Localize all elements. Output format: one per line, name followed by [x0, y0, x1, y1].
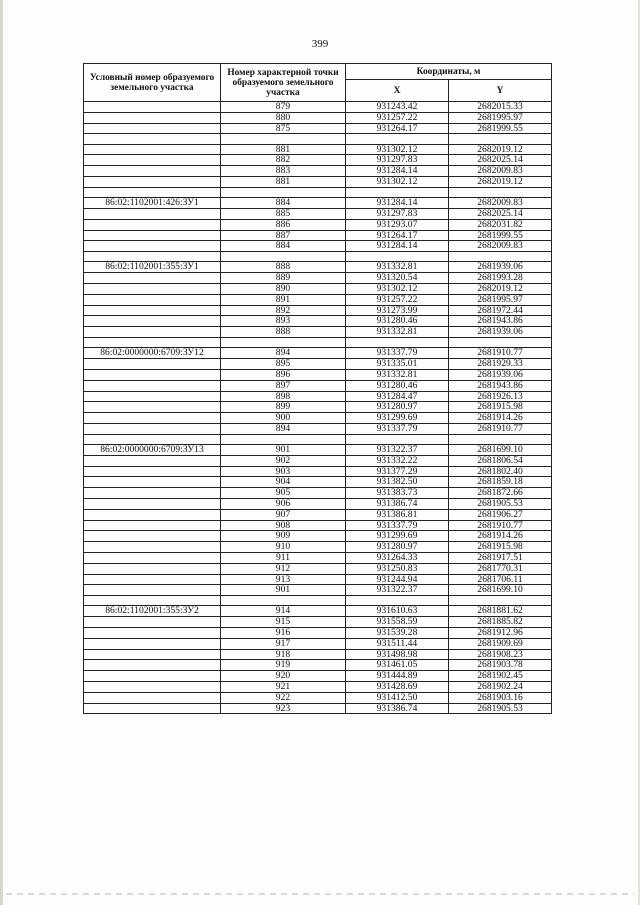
x-coordinate-cell: 931335.01	[346, 359, 449, 370]
table-row	[84, 391, 552, 402]
table-row	[84, 617, 552, 628]
parcel-cell	[84, 338, 221, 348]
parcel-cell: 86:02:0000000:6709:ЗУ13	[84, 445, 221, 456]
table-row	[84, 692, 552, 703]
point-number-cell: 883	[221, 166, 346, 177]
x-coordinate-cell: 931511.44	[346, 638, 449, 649]
parcel-cell	[84, 187, 221, 197]
table-row	[84, 682, 552, 693]
point-number-cell: 881	[221, 144, 346, 155]
point-number-cell	[221, 338, 346, 348]
parcel-cell	[84, 219, 221, 230]
parcel-cell	[84, 649, 221, 660]
point-number-cell: 911	[221, 552, 346, 563]
parcel-cell	[84, 477, 221, 488]
y-coordinate-cell: 2681905.53	[449, 703, 552, 714]
y-coordinate-cell: 2681903.78	[449, 660, 552, 671]
x-coordinate-cell: 931461.05	[346, 660, 449, 671]
table-row	[84, 509, 552, 520]
point-number-cell: 894	[221, 423, 346, 434]
y-coordinate-cell: 2682025.14	[449, 155, 552, 166]
point-number-cell	[221, 134, 346, 144]
x-coordinate-cell: 931337.79	[346, 423, 449, 434]
x-coordinate-cell: 931322.37	[346, 445, 449, 456]
parcel-cell	[84, 628, 221, 639]
point-number-cell: 885	[221, 208, 346, 219]
y-coordinate-cell: 2681914.26	[449, 413, 552, 424]
x-coordinate-cell: 931280.46	[346, 316, 449, 327]
x-coordinate-cell: 931386.74	[346, 498, 449, 509]
parcel-cell	[84, 423, 221, 434]
x-coordinate-cell: 931337.79	[346, 348, 449, 359]
point-number-cell: 896	[221, 369, 346, 380]
y-coordinate-cell	[449, 434, 552, 444]
point-number-cell: 907	[221, 509, 346, 520]
header-parcel: Условный номер образуемого земельного участка	[84, 64, 221, 102]
y-coordinate-cell: 2682009.83	[449, 241, 552, 252]
parcel-cell	[84, 574, 221, 585]
x-coordinate-cell: 931302.12	[346, 144, 449, 155]
y-coordinate-cell	[449, 252, 552, 262]
y-coordinate-cell: 2682009.83	[449, 166, 552, 177]
table-row	[84, 423, 552, 434]
point-number-cell: 875	[221, 123, 346, 134]
parcel-cell	[84, 671, 221, 682]
y-coordinate-cell: 2681885.82	[449, 617, 552, 628]
parcel-cell	[84, 316, 221, 327]
y-coordinate-cell: 2682009.83	[449, 198, 552, 209]
point-number-cell: 901	[221, 585, 346, 596]
y-coordinate-cell: 2681910.77	[449, 348, 552, 359]
x-coordinate-cell: 931382.50	[346, 477, 449, 488]
table-row	[84, 327, 552, 338]
coordinates-body	[84, 102, 552, 714]
y-coordinate-cell: 2681939.06	[449, 369, 552, 380]
x-coordinate-cell: 931539.28	[346, 628, 449, 639]
parcel-cell	[84, 660, 221, 671]
table-row	[84, 369, 552, 380]
y-coordinate-cell: 2681926.13	[449, 391, 552, 402]
y-coordinate-cell: 2681910.77	[449, 423, 552, 434]
parcel-cell	[84, 155, 221, 166]
y-coordinate-cell: 2681999.55	[449, 123, 552, 134]
table-row	[84, 252, 552, 262]
table-row	[84, 144, 552, 155]
header-point: Номер характерной точки образуемого земельного участка	[221, 64, 346, 102]
x-coordinate-cell: 931332.81	[346, 262, 449, 273]
y-coordinate-cell: 2681872.66	[449, 488, 552, 499]
table-row	[84, 273, 552, 284]
y-coordinate-cell: 2682025.14	[449, 208, 552, 219]
table-row	[84, 488, 552, 499]
point-number-cell: 902	[221, 455, 346, 466]
table-row	[84, 498, 552, 509]
x-coordinate-cell: 931264.17	[346, 230, 449, 241]
parcel-cell: 86:02:1102001:355:ЗУ2	[84, 606, 221, 617]
y-coordinate-cell: 2681906.27	[449, 509, 552, 520]
parcel-cell	[84, 144, 221, 155]
header-x: X	[346, 80, 449, 102]
parcel-cell	[84, 692, 221, 703]
y-coordinate-cell: 2681993.28	[449, 273, 552, 284]
x-coordinate-cell	[346, 187, 449, 197]
y-coordinate-cell: 2681802.40	[449, 466, 552, 477]
y-coordinate-cell: 2681699.10	[449, 585, 552, 596]
point-number-cell: 904	[221, 477, 346, 488]
table-row	[84, 380, 552, 391]
x-coordinate-cell: 931280.46	[346, 380, 449, 391]
point-number-cell: 895	[221, 359, 346, 370]
table-row	[84, 542, 552, 553]
y-coordinate-cell: 2682019.12	[449, 284, 552, 295]
y-coordinate-cell: 2681881.62	[449, 606, 552, 617]
x-coordinate-cell: 931280.97	[346, 402, 449, 413]
x-coordinate-cell: 931250.83	[346, 563, 449, 574]
x-coordinate-cell: 931377.29	[346, 466, 449, 477]
table-row	[84, 177, 552, 188]
table-row	[84, 531, 552, 542]
point-number-cell: 886	[221, 219, 346, 230]
point-number-cell	[221, 187, 346, 197]
parcel-cell	[84, 273, 221, 284]
point-number-cell: 903	[221, 466, 346, 477]
table-row	[84, 208, 552, 219]
x-coordinate-cell	[346, 434, 449, 444]
table-row	[84, 413, 552, 424]
y-coordinate-cell: 2681914.26	[449, 531, 552, 542]
table-row	[84, 305, 552, 316]
table-row	[84, 466, 552, 477]
y-coordinate-cell: 2681995.97	[449, 294, 552, 305]
table-row	[84, 348, 552, 359]
parcel-cell	[84, 596, 221, 606]
parcel-cell	[84, 230, 221, 241]
x-coordinate-cell: 931302.12	[346, 177, 449, 188]
parcel-cell	[84, 617, 221, 628]
table-row	[84, 606, 552, 617]
x-coordinate-cell: 931320.54	[346, 273, 449, 284]
y-coordinate-cell: 2681902.45	[449, 671, 552, 682]
point-number-cell: 908	[221, 520, 346, 531]
point-number-cell: 893	[221, 316, 346, 327]
coordinates-table	[83, 63, 552, 714]
point-number-cell: 899	[221, 402, 346, 413]
table-row	[84, 585, 552, 596]
x-coordinate-cell: 931386.81	[346, 509, 449, 520]
table-row	[84, 552, 552, 563]
parcel-cell	[84, 208, 221, 219]
x-coordinate-cell	[346, 252, 449, 262]
y-coordinate-cell: 2681999.55	[449, 230, 552, 241]
y-coordinate-cell: 2681995.97	[449, 112, 552, 123]
y-coordinate-cell: 2681908.23	[449, 649, 552, 660]
x-coordinate-cell: 931299.69	[346, 413, 449, 424]
point-number-cell: 884	[221, 241, 346, 252]
x-coordinate-cell: 931428.69	[346, 682, 449, 693]
y-coordinate-cell	[449, 187, 552, 197]
parcel-cell: 86:02:0000000:6709:ЗУ12	[84, 348, 221, 359]
y-coordinate-cell: 2681706.11	[449, 574, 552, 585]
parcel-cell	[84, 466, 221, 477]
y-coordinate-cell: 2681912.96	[449, 628, 552, 639]
x-coordinate-cell: 931558.59	[346, 617, 449, 628]
point-number-cell	[221, 434, 346, 444]
table-row	[84, 596, 552, 606]
table-row	[84, 402, 552, 413]
y-coordinate-cell: 2681972.44	[449, 305, 552, 316]
parcel-cell	[84, 413, 221, 424]
parcel-cell	[84, 434, 221, 444]
point-number-cell: 879	[221, 102, 346, 113]
point-number-cell: 915	[221, 617, 346, 628]
x-coordinate-cell: 931383.73	[346, 488, 449, 499]
x-coordinate-cell: 931284.14	[346, 166, 449, 177]
table-row	[84, 563, 552, 574]
x-coordinate-cell: 931332.81	[346, 327, 449, 338]
header-y: Y	[449, 80, 552, 102]
point-number-cell: 888	[221, 262, 346, 273]
header-coordinates: Координаты, м	[346, 64, 552, 80]
parcel-cell	[84, 327, 221, 338]
parcel-cell	[84, 380, 221, 391]
x-coordinate-cell: 931322.37	[346, 585, 449, 596]
point-number-cell: 897	[221, 380, 346, 391]
x-coordinate-cell: 931332.22	[346, 455, 449, 466]
table-row	[84, 574, 552, 585]
point-number-cell: 880	[221, 112, 346, 123]
x-coordinate-cell: 931412.50	[346, 692, 449, 703]
point-number-cell	[221, 596, 346, 606]
parcel-cell	[84, 391, 221, 402]
parcel-cell	[84, 284, 221, 295]
y-coordinate-cell: 2681939.06	[449, 327, 552, 338]
y-coordinate-cell: 2681939.06	[449, 262, 552, 273]
point-number-cell: 881	[221, 177, 346, 188]
table-row	[84, 294, 552, 305]
x-coordinate-cell: 931284.14	[346, 241, 449, 252]
table-row	[84, 455, 552, 466]
table-row	[84, 671, 552, 682]
parcel-cell	[84, 294, 221, 305]
table-row	[84, 230, 552, 241]
x-coordinate-cell	[346, 338, 449, 348]
point-number-cell: 913	[221, 574, 346, 585]
x-coordinate-cell: 931264.17	[346, 123, 449, 134]
table-row	[84, 284, 552, 295]
table-row	[84, 155, 552, 166]
point-number-cell: 900	[221, 413, 346, 424]
point-number-cell: 922	[221, 692, 346, 703]
y-coordinate-cell: 2681903.16	[449, 692, 552, 703]
table-row	[84, 477, 552, 488]
parcel-cell	[84, 542, 221, 553]
x-coordinate-cell: 931244.94	[346, 574, 449, 585]
point-number-cell: 905	[221, 488, 346, 499]
parcel-cell: 86:02:1102001:426:ЗУ1	[84, 198, 221, 209]
x-coordinate-cell: 931273.99	[346, 305, 449, 316]
parcel-cell	[84, 638, 221, 649]
y-coordinate-cell	[449, 134, 552, 144]
scan-bottom-noise	[6, 893, 634, 895]
x-coordinate-cell: 931243.42	[346, 102, 449, 113]
x-coordinate-cell	[346, 596, 449, 606]
parcel-cell	[84, 134, 221, 144]
scan-edge-left	[0, 0, 3, 905]
point-number-cell: 894	[221, 348, 346, 359]
parcel-cell	[84, 585, 221, 596]
table-row	[84, 123, 552, 134]
parcel-cell	[84, 682, 221, 693]
table-row	[84, 241, 552, 252]
point-number-cell: 917	[221, 638, 346, 649]
x-coordinate-cell: 931337.79	[346, 520, 449, 531]
point-number-cell: 906	[221, 498, 346, 509]
x-coordinate-cell: 931610.63	[346, 606, 449, 617]
y-coordinate-cell: 2681770.31	[449, 563, 552, 574]
x-coordinate-cell: 931444.89	[346, 671, 449, 682]
y-coordinate-cell: 2681699.10	[449, 445, 552, 456]
point-number-cell	[221, 252, 346, 262]
parcel-cell	[84, 252, 221, 262]
x-coordinate-cell: 931257.22	[346, 294, 449, 305]
table-row	[84, 434, 552, 444]
y-coordinate-cell	[449, 338, 552, 348]
parcel-cell	[84, 498, 221, 509]
table-row	[84, 166, 552, 177]
x-coordinate-cell: 931293.07	[346, 219, 449, 230]
page-number: 399	[311, 38, 329, 50]
x-coordinate-cell: 931302.12	[346, 284, 449, 295]
y-coordinate-cell: 2681909.69	[449, 638, 552, 649]
y-coordinate-cell: 2681915.98	[449, 542, 552, 553]
point-number-cell: 892	[221, 305, 346, 316]
table-row	[84, 649, 552, 660]
point-number-cell: 891	[221, 294, 346, 305]
parcel-cell	[84, 455, 221, 466]
x-coordinate-cell: 931332.81	[346, 369, 449, 380]
x-coordinate-cell: 931297.83	[346, 155, 449, 166]
point-number-cell: 919	[221, 660, 346, 671]
x-coordinate-cell: 931264.33	[346, 552, 449, 563]
point-number-cell: 914	[221, 606, 346, 617]
table-row	[84, 520, 552, 531]
y-coordinate-cell: 2682019.12	[449, 177, 552, 188]
y-coordinate-cell: 2682015.33	[449, 102, 552, 113]
table-row	[84, 338, 552, 348]
point-number-cell: 887	[221, 230, 346, 241]
x-coordinate-cell: 931280.97	[346, 542, 449, 553]
parcel-cell	[84, 166, 221, 177]
y-coordinate-cell: 2681943.86	[449, 316, 552, 327]
parcel-cell	[84, 102, 221, 113]
parcel-cell	[84, 552, 221, 563]
y-coordinate-cell: 2681917.51	[449, 552, 552, 563]
point-number-cell: 901	[221, 445, 346, 456]
y-coordinate-cell: 2681910.77	[449, 520, 552, 531]
parcel-cell	[84, 509, 221, 520]
x-coordinate-cell: 931498.98	[346, 649, 449, 660]
parcel-cell	[84, 241, 221, 252]
y-coordinate-cell: 2681905.53	[449, 498, 552, 509]
x-coordinate-cell: 931299.69	[346, 531, 449, 542]
table-row	[84, 262, 552, 273]
x-coordinate-cell: 931297.83	[346, 208, 449, 219]
table-row	[84, 445, 552, 456]
table-row	[84, 638, 552, 649]
parcel-cell	[84, 703, 221, 714]
table-row	[84, 703, 552, 714]
y-coordinate-cell: 2681929.33	[449, 359, 552, 370]
parcel-cell	[84, 563, 221, 574]
parcel-cell	[84, 520, 221, 531]
point-number-cell: 890	[221, 284, 346, 295]
point-number-cell: 920	[221, 671, 346, 682]
point-number-cell: 921	[221, 682, 346, 693]
parcel-cell	[84, 359, 221, 370]
point-number-cell: 882	[221, 155, 346, 166]
x-coordinate-cell	[346, 134, 449, 144]
parcel-cell	[84, 369, 221, 380]
x-coordinate-cell: 931284.14	[346, 198, 449, 209]
parcel-cell	[84, 305, 221, 316]
parcel-cell	[84, 402, 221, 413]
parcel-cell	[84, 177, 221, 188]
parcel-cell: 86:02:1102001:355:ЗУ1	[84, 262, 221, 273]
point-number-cell: 916	[221, 628, 346, 639]
y-coordinate-cell: 2681943.86	[449, 380, 552, 391]
table-row	[84, 112, 552, 123]
point-number-cell: 918	[221, 649, 346, 660]
x-coordinate-cell: 931386.74	[346, 703, 449, 714]
parcel-cell	[84, 123, 221, 134]
table-row	[84, 134, 552, 144]
table-row	[84, 102, 552, 113]
y-coordinate-cell: 2681806.54	[449, 455, 552, 466]
point-number-cell: 909	[221, 531, 346, 542]
x-coordinate-cell: 931257.22	[346, 112, 449, 123]
parcel-cell	[84, 488, 221, 499]
y-coordinate-cell: 2682031.82	[449, 219, 552, 230]
x-coordinate-cell: 931284.47	[346, 391, 449, 402]
point-number-cell: 898	[221, 391, 346, 402]
table-row	[84, 198, 552, 209]
table-row	[84, 359, 552, 370]
y-coordinate-cell: 2682019.12	[449, 144, 552, 155]
point-number-cell: 912	[221, 563, 346, 574]
parcel-cell	[84, 531, 221, 542]
point-number-cell: 884	[221, 198, 346, 209]
table-row	[84, 316, 552, 327]
table-row	[84, 660, 552, 671]
point-number-cell: 888	[221, 327, 346, 338]
table-row	[84, 187, 552, 197]
table-row	[84, 628, 552, 639]
point-number-cell: 923	[221, 703, 346, 714]
point-number-cell: 910	[221, 542, 346, 553]
parcel-cell	[84, 112, 221, 123]
y-coordinate-cell: 2681859.18	[449, 477, 552, 488]
point-number-cell: 889	[221, 273, 346, 284]
y-coordinate-cell	[449, 596, 552, 606]
y-coordinate-cell: 2681915.98	[449, 402, 552, 413]
table-row	[84, 219, 552, 230]
y-coordinate-cell: 2681902.24	[449, 682, 552, 693]
